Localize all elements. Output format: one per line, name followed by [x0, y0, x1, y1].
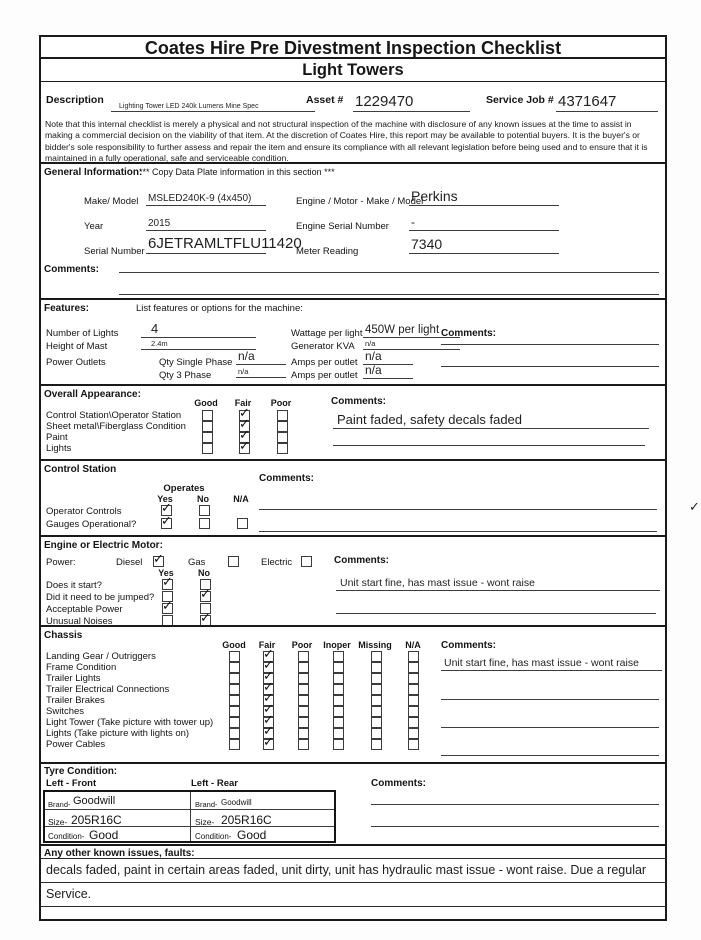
disclaimer-note: Note that this internal checklist is merely a physical and not structural inspection of the machine with disclosure of any known issues at the time to assist in making a commercial decision on the viability of that item. At the discretion of Coates Hire, this report may be available to potential buyers. It is the buyer's or bidder's sole responsibility to further assess and repair the item and ensure its compliance with all relevant legislation before being used and to ensure that it is maintained in a fully operational, safe and serviceable condition.	[45, 119, 648, 164]
appearance-row-label: Paint	[46, 432, 68, 443]
chassis-checkbox-good	[229, 651, 240, 662]
engine-checkbox-no	[200, 591, 211, 602]
control-checkbox-no	[199, 505, 210, 516]
chassis-checkbox-na	[408, 706, 419, 717]
control-station-section	[41, 459, 700, 535]
meter-reading-label: Meter Reading	[296, 246, 359, 257]
chassis-checkbox-good	[229, 673, 240, 684]
control-operates-label: Operates	[163, 483, 205, 494]
chassis-checkbox-inoper	[333, 684, 344, 695]
tyre-front-condition-label: Condition-	[48, 832, 85, 841]
height-of-mast-value: 2.4m	[141, 335, 256, 350]
appearance-comments-label: Comments:	[331, 396, 387, 407]
chassis-col-missing: Missing	[358, 640, 392, 650]
chassis-row-label: Power Cables	[46, 739, 106, 750]
chassis-checkbox-missing	[371, 728, 382, 739]
engine-power-label: Power:	[46, 557, 76, 568]
appearance-checkbox-poor	[277, 432, 288, 443]
chassis-checkbox-inoper	[333, 651, 344, 662]
chassis-checkbox-good	[229, 728, 240, 739]
tyre-table	[43, 790, 336, 843]
engine-gas-checkbox	[228, 556, 239, 567]
control-row-label: Operator Controls	[46, 506, 122, 517]
chassis-checkbox-good	[229, 695, 240, 706]
features-comments-line-1	[441, 344, 659, 345]
tyre-rear-size-label: Size-	[195, 817, 215, 827]
control-checkbox-no	[199, 518, 210, 529]
chassis-col-poor: Poor	[291, 640, 313, 650]
service-job-value: 4371647	[556, 86, 658, 112]
chassis-checkbox-good	[229, 706, 240, 717]
chassis-checkbox-inoper	[333, 739, 344, 750]
tyre-comments-line-1	[371, 804, 659, 805]
chassis-checkbox-good	[229, 717, 240, 728]
chassis-checkbox-poor	[298, 684, 309, 695]
appearance-checkbox-good	[202, 443, 213, 454]
chassis-row-label: Trailer Lights	[46, 673, 101, 684]
stray-checkmark: ✓	[689, 499, 700, 514]
chassis-checkbox-missing	[371, 651, 382, 662]
chassis-checkbox-missing	[371, 673, 382, 684]
engine-diesel-checkbox	[153, 556, 164, 567]
engine-make-value: Perkins	[409, 182, 559, 206]
chassis-checkbox-missing	[371, 695, 382, 706]
wattage-per-light-label: Wattage per light	[291, 328, 363, 339]
make-model-label: Make/ Model	[84, 196, 139, 207]
chassis-checkbox-na	[408, 739, 419, 750]
generator-kva-value: n/a	[363, 337, 460, 350]
tyre-rear-condition-label: Condition-	[195, 832, 232, 841]
amps-per-outlet-2-value: n/a	[363, 360, 413, 379]
wattage-per-light-value: 450W per light	[363, 315, 460, 338]
engine-section-title: Engine or Electric Motor:	[44, 540, 163, 551]
features-comments-label: Comments:	[441, 328, 497, 339]
chassis-checkbox-inoper	[333, 728, 344, 739]
appearance-checkbox-fair	[239, 443, 250, 454]
issues-divider-3	[39, 906, 667, 907]
chassis-checkbox-poor	[298, 673, 309, 684]
serial-number-value: 6JETRAMLTFLU11420	[146, 230, 266, 254]
tyre-comments-line-2	[371, 826, 659, 827]
features-comments-line-2	[441, 366, 659, 367]
control-checkbox-yes	[161, 518, 172, 529]
chassis-checkbox-na	[408, 673, 419, 684]
meter-reading-value: 7340	[409, 230, 559, 254]
chassis-comments-line-2	[441, 699, 659, 700]
chassis-checkbox-missing	[371, 706, 382, 717]
engine-comments-line-2	[336, 613, 656, 614]
chassis-checkbox-na	[408, 651, 419, 662]
chassis-checkbox-na	[408, 695, 419, 706]
control-checkbox-na	[237, 518, 248, 529]
tyre-rear-size-value: 205R16C	[221, 813, 272, 827]
chassis-comments-line-4	[441, 755, 659, 756]
appearance-comments-value: Paint faded, safety decals faded	[333, 404, 649, 429]
tyre-rear-brand-label: Brand-	[195, 800, 218, 809]
control-col-no: No	[197, 494, 209, 504]
issues-divider-1	[39, 858, 667, 859]
amps-per-outlet-2-label: Amps per outlet	[291, 370, 358, 381]
appearance-checkbox-poor	[277, 410, 288, 421]
engine-row-label: Acceptable Power	[46, 604, 123, 615]
general-comments-label: Comments:	[44, 264, 100, 275]
general-comments-line-2	[119, 294, 659, 295]
chassis-col-fair: Fair	[258, 640, 276, 650]
chassis-checkbox-poor	[298, 739, 309, 750]
appearance-comments-line-2	[333, 445, 645, 446]
features-section-title: Features:	[44, 303, 90, 314]
control-comments-line-1	[259, 509, 657, 510]
amps-per-outlet-1-label: Amps per outlet	[291, 357, 358, 368]
chassis-row-label: Switches	[46, 706, 85, 717]
general-comments-line-1	[119, 272, 659, 273]
form-title: Coates Hire Pre Divestment Inspection Checklist	[41, 37, 665, 59]
tyre-table-col-divider	[190, 792, 191, 841]
description-value: Lighting Tower LED 240k Lumens Mine Spec	[111, 90, 315, 112]
engine-col-yes: Yes	[158, 568, 174, 578]
features-section-subtitle: List features or options for the machine:	[136, 303, 303, 314]
chassis-comments-label: Comments:	[441, 640, 497, 651]
year-value: 2015	[146, 211, 266, 231]
appearance-checkbox-poor	[277, 443, 288, 454]
description-label: Description	[46, 94, 104, 106]
chassis-row-label: Frame Condition	[46, 662, 117, 673]
qty-single-phase-label: Qty Single Phase	[159, 357, 233, 368]
issues-divider-2	[39, 882, 667, 883]
overall-appearance-section	[41, 384, 665, 459]
tyre-condition-section	[41, 762, 665, 844]
control-col-yes: Yes	[157, 494, 173, 504]
appearance-section-title: Overall Appearance:	[44, 389, 141, 400]
engine-comments-label: Comments:	[334, 555, 390, 566]
tyre-front-condition-value: Good	[89, 828, 119, 842]
general-section-title: General Information:	[44, 167, 143, 178]
engine-power-gas-label: Gas	[188, 557, 206, 568]
tyre-front-size-label: Size-	[48, 817, 68, 827]
chassis-comments-value: Unit start fine, has mast issue - wont raise	[441, 651, 662, 671]
height-of-mast-label: Height of Mast	[46, 341, 108, 352]
chassis-checkbox-poor	[298, 695, 309, 706]
chassis-checkbox-inoper	[333, 717, 344, 728]
chassis-row-label: Trailer Brakes	[46, 695, 105, 706]
chassis-checkbox-na	[408, 728, 419, 739]
engine-make-label: Engine / Motor - Make / Model	[296, 196, 424, 207]
engine-serial-label: Engine Serial Number	[296, 221, 389, 232]
service-job-label: Service Job #	[486, 94, 554, 106]
appearance-row-label: Lights	[46, 443, 72, 454]
control-section-title: Control Station	[44, 464, 117, 475]
chassis-row-label: Lights (Take picture with lights on)	[46, 728, 190, 739]
engine-comments-value: Unit start fine, has mast issue - wont raise	[336, 569, 660, 591]
chassis-checkbox-missing	[371, 717, 382, 728]
issues-text-line-2: Service.	[46, 887, 92, 901]
chassis-checkbox-inoper	[333, 673, 344, 684]
appearance-checkbox-poor	[277, 421, 288, 432]
chassis-comments-line-3	[441, 727, 659, 728]
chassis-row-label: Light Tower (Take picture with tower up)	[46, 717, 214, 728]
chassis-row-label: Trailer Electrical Connections	[46, 684, 170, 695]
description-row	[41, 82, 665, 116]
chassis-col-na: N/A	[405, 640, 421, 650]
chassis-col-inoper: Inoper	[323, 640, 351, 650]
appearance-col-poor: Poor	[270, 398, 292, 408]
appearance-row-label: Control Station\Operator Station	[46, 410, 182, 421]
appearance-checkbox-good	[202, 432, 213, 443]
engine-row-label: Unusual Noises	[46, 616, 113, 627]
chassis-checkbox-good	[229, 662, 240, 673]
chassis-section-title: Chassis	[44, 630, 83, 641]
chassis-checkbox-poor	[298, 728, 309, 739]
generator-kva-label: Generator KVA	[291, 341, 355, 352]
power-outlets-label: Power Outlets	[46, 357, 106, 368]
features-section	[41, 298, 665, 384]
tyre-front-brand-label: Brand-	[48, 800, 71, 809]
appearance-checkbox-good	[202, 410, 213, 421]
engine-power-diesel-label: Diesel	[116, 557, 143, 568]
chassis-row-label: Landing Gear / Outriggers	[46, 651, 156, 662]
chassis-checkbox-missing	[371, 684, 382, 695]
engine-row-label: Did it need to be jumped?	[46, 592, 155, 603]
chassis-checkbox-na	[408, 684, 419, 695]
asset-number-value: 1229470	[353, 86, 470, 112]
appearance-row-label: Sheet metal\Fiberglass Condition	[46, 421, 186, 432]
chassis-checkbox-poor	[298, 662, 309, 673]
chassis-checkbox-missing	[371, 662, 382, 673]
tyre-front-brand-value: Goodwill	[73, 795, 116, 807]
chassis-checkbox-inoper	[333, 706, 344, 717]
tyre-left-front-label: Left - Front	[46, 778, 97, 789]
tyre-left-rear-label: Left - Rear	[191, 778, 238, 789]
chassis-checkbox-good	[229, 684, 240, 695]
control-row-label: Gauges Operational?	[46, 519, 137, 530]
chassis-checkbox-fair	[263, 739, 274, 750]
chassis-checkbox-na	[408, 662, 419, 673]
general-section-subtitle: *** Copy Data Plate information in this section ***	[139, 167, 335, 177]
other-issues-section	[41, 844, 665, 922]
control-comments-line-2	[259, 531, 657, 532]
engine-section	[41, 535, 665, 625]
qty-3-phase-label: Qty 3 Phase	[159, 370, 212, 381]
engine-row-label: Does it start?	[46, 580, 102, 591]
appearance-col-good: Good	[194, 398, 218, 408]
engine-serial-value: -	[409, 207, 559, 231]
control-comments-label: Comments:	[259, 473, 315, 484]
make-model-value: MSLED240K-9 (4x450)	[146, 186, 266, 206]
qty-single-phase-value: n/a	[236, 345, 286, 365]
asset-number-label: Asset #	[306, 94, 344, 106]
tyre-front-size-value: 205R16C	[71, 813, 122, 827]
serial-number-label: Serial Number	[84, 246, 145, 257]
chassis-checkbox-inoper	[333, 662, 344, 673]
chassis-checkbox-na	[408, 717, 419, 728]
issues-text-line-1: decals faded, paint in certain areas faded, unit dirty, unit has hydraulic mast issue - wont raise. Due a regular	[46, 863, 647, 877]
tyre-rear-brand-value: Goodwill	[221, 798, 252, 807]
engine-checkbox-yes	[162, 579, 173, 590]
tyre-section-title: Tyre Condition:	[44, 766, 118, 777]
engine-electric-checkbox	[301, 556, 312, 567]
appearance-checkbox-good	[202, 421, 213, 432]
engine-power-electric-label: Electric	[261, 557, 293, 568]
tyre-rear-condition-value: Good	[237, 828, 267, 842]
form-subtitle: Light Towers	[41, 59, 665, 82]
number-of-lights-value: 4	[141, 316, 256, 338]
chassis-checkbox-missing	[371, 739, 382, 750]
chassis-section	[41, 625, 665, 762]
general-information-section	[41, 162, 665, 298]
year-label: Year	[84, 221, 104, 232]
number-of-lights-label: Number of Lights	[46, 328, 119, 339]
chassis-col-good: Good	[222, 640, 246, 650]
amps-per-outlet-1-value: n/a	[363, 345, 413, 365]
control-col-na: N/A	[233, 494, 249, 504]
appearance-col-fair: Fair	[234, 398, 252, 408]
engine-col-no: No	[198, 568, 210, 578]
chassis-checkbox-poor	[298, 706, 309, 717]
issues-section-title: Any other known issues, faults:	[44, 848, 195, 859]
inspection-form	[39, 35, 700, 921]
chassis-checkbox-inoper	[333, 695, 344, 706]
engine-checkbox-yes	[162, 603, 173, 614]
qty-3-phase-value: n/a	[236, 364, 286, 378]
chassis-checkbox-good	[229, 739, 240, 750]
tyre-comments-label: Comments:	[371, 778, 427, 789]
chassis-checkbox-poor	[298, 651, 309, 662]
chassis-checkbox-poor	[298, 717, 309, 728]
